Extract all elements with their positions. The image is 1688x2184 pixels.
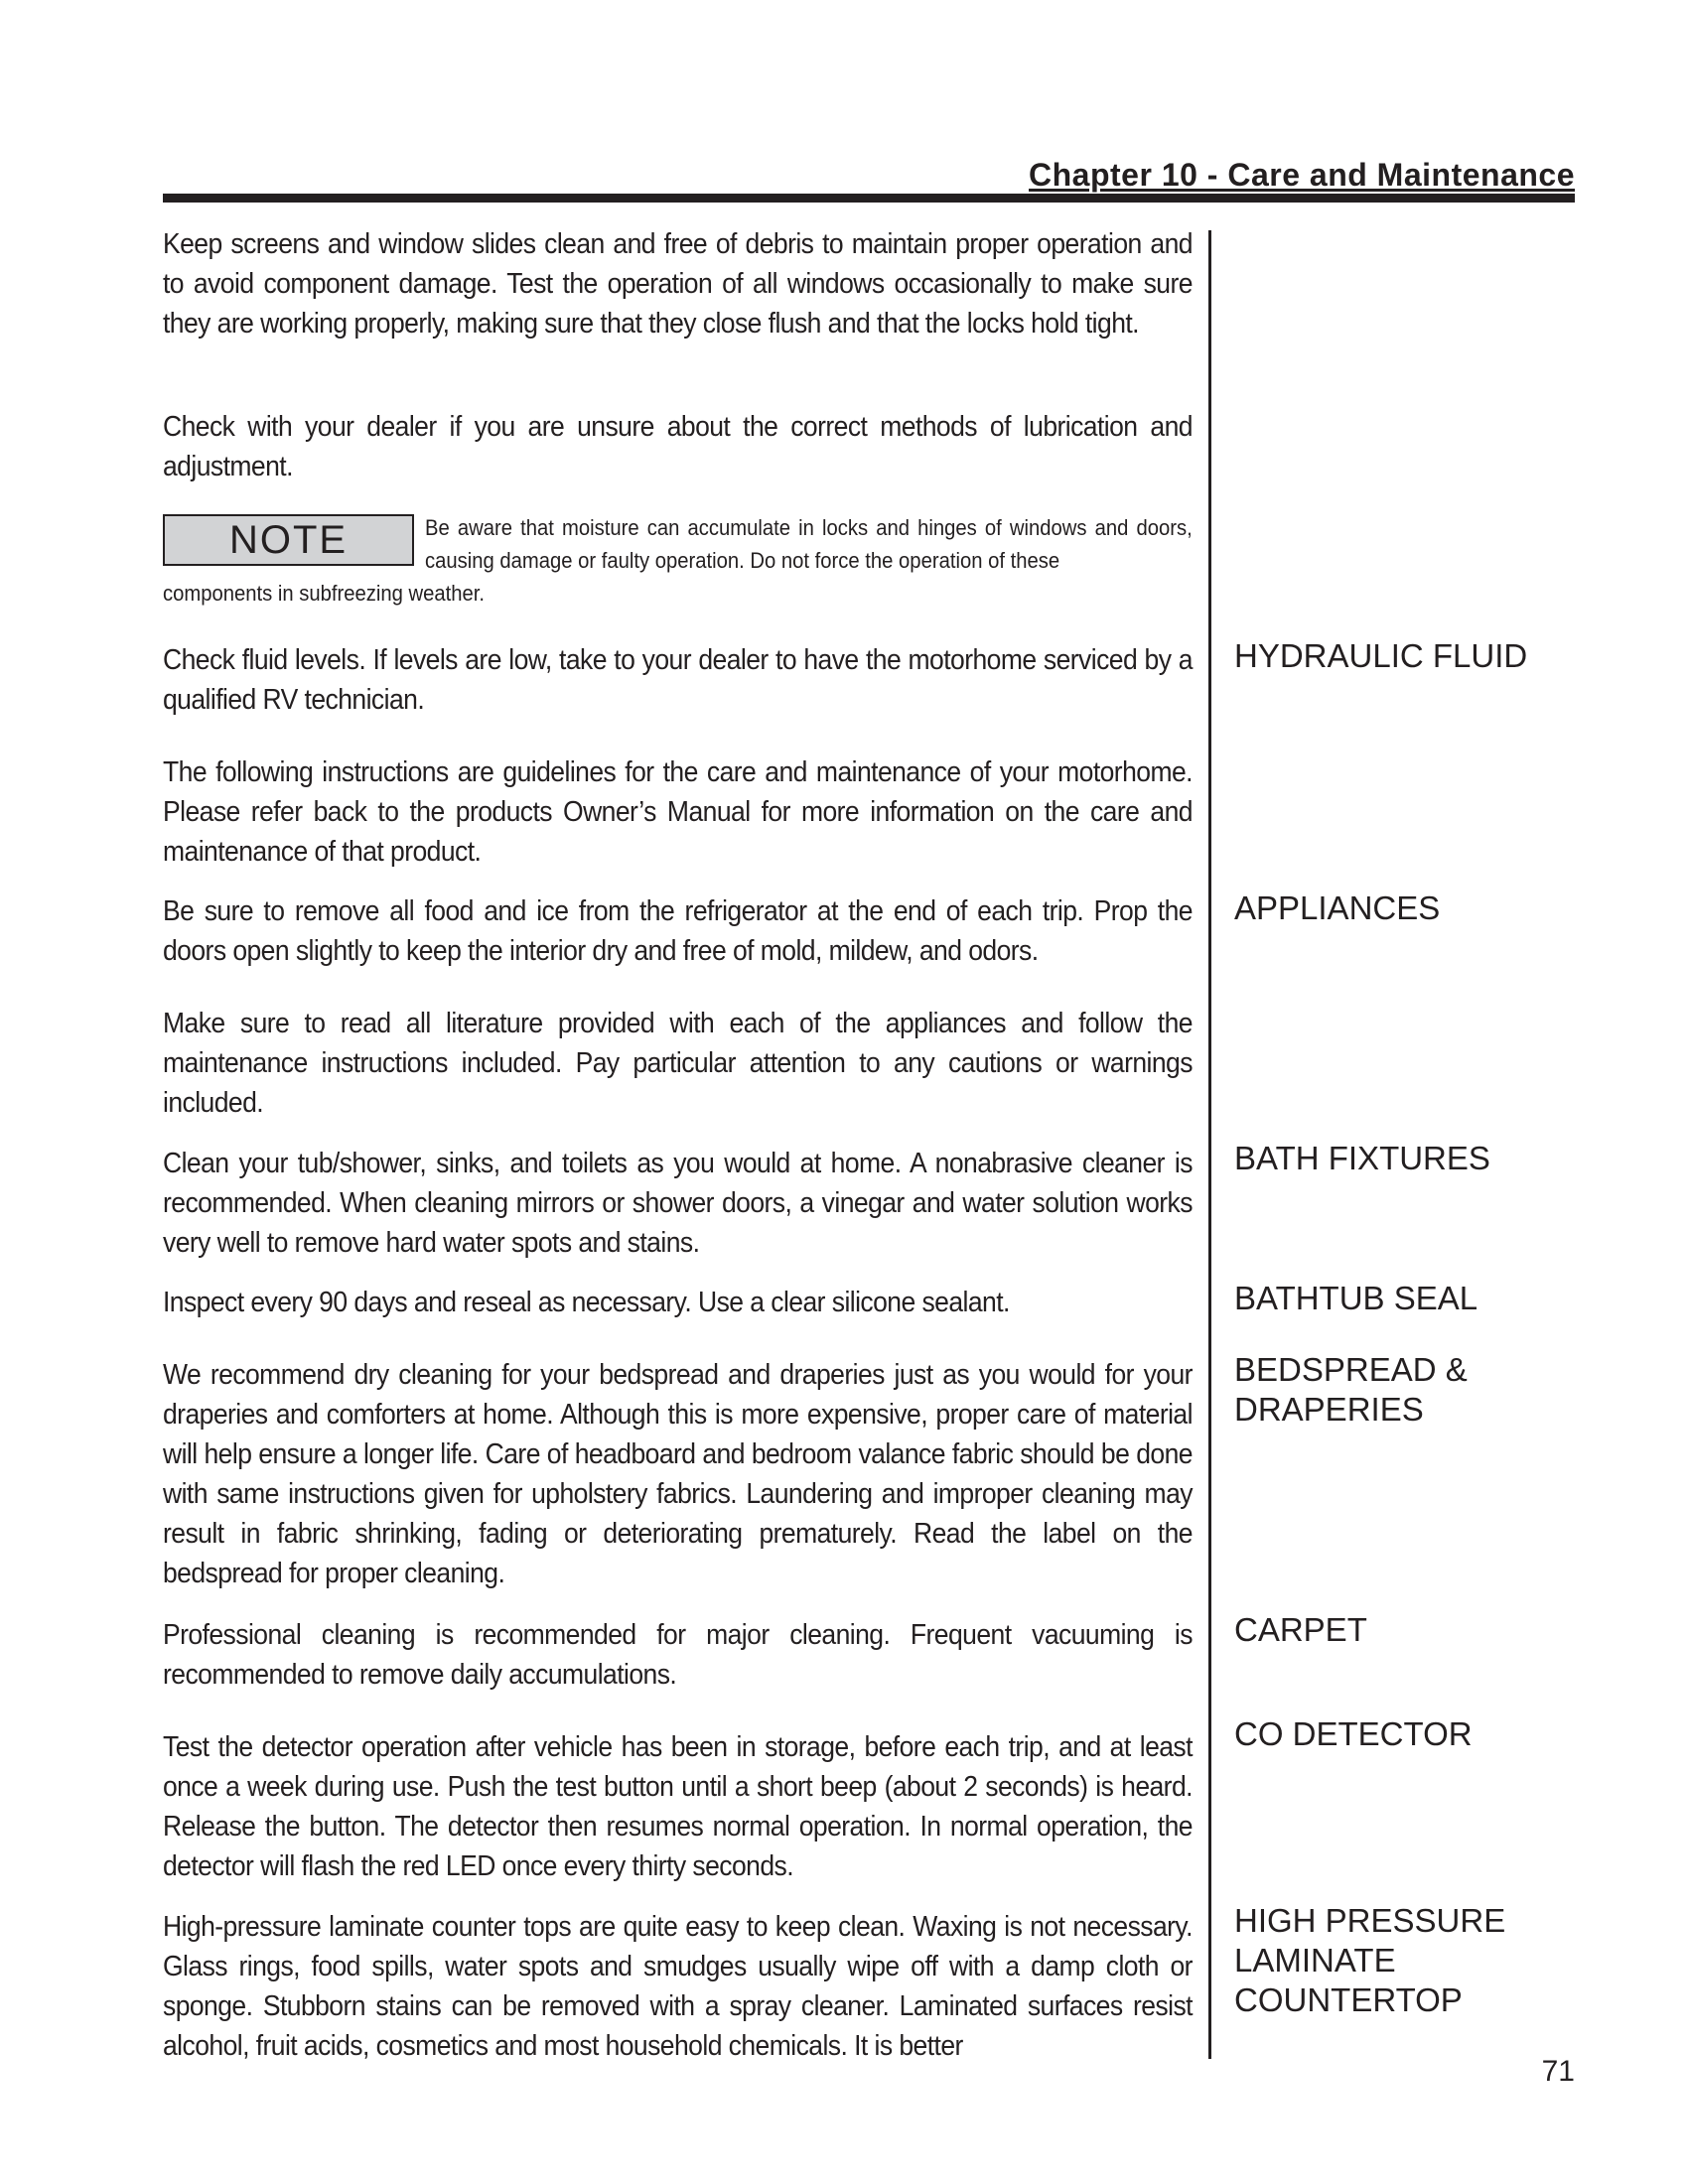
column-divider [1208, 230, 1211, 2059]
side-label-bathtub-seal: BATHTUB SEAL [1234, 1280, 1478, 1316]
side-label-countertop: HIGH PRESSURE LAMINATE COUNTERTOP [1234, 1902, 1506, 2018]
paragraph-guidelines: The following instructions are guidelines for the care and maintenance of your motorhome. Please refer back to the products Owner’s Manual for more information on the care and maintenance of that product. [163, 756, 1193, 868]
note-badge: NOTE [163, 514, 414, 566]
note-text: Be aware that moisture can accumulate in locks and hinges of windows and doors, causing damage or faulty operation. Do not force the operation of these [425, 515, 1193, 573]
note-continuation: components in subfreezing weather. [163, 581, 486, 606]
side-label-carpet: CARPET [1234, 1611, 1367, 1648]
side-label-appliances: APPLIANCES [1234, 889, 1441, 926]
paragraph-hydraulic-fluid: Check fluid levels. If levels are low, take to your dealer to have the motorhome serviced by a qualified RV technician. [163, 644, 1193, 716]
paragraph-bathtub-seal: Inspect every 90 days and reseal as necessary. Use a clear silicone sealant. [163, 1287, 1010, 1318]
side-label-bath-fixtures: BATH FIXTURES [1234, 1140, 1490, 1176]
paragraph-countertop: High-pressure laminate counter tops are quite easy to keep clean. Waxing is not necessary. Glass rings, food spills, water spots and smudges usually wipe off with a damp cloth or sponge. Stubborn stains can be removed with a spray cleaner. Laminated surfaces resist alcohol, fruit acids, cosmetics and most household chemicals. It is better [163, 1911, 1193, 2062]
paragraph-co-detector: Test the detector operation after vehicle has been in storage, before each trip, and at least once a week during use. Push the test button until a short beep (about 2 seconds) is heard. Release the button. The detector then resumes normal operation. In normal operation, the detector will flash the red LED once every thirty seconds. [163, 1731, 1193, 1882]
paragraph-windows: Keep screens and window slides clean and free of debris to maintain proper operation and to avoid component damage. Test the operation of all windows occasionally to make sure they are working properly, making sure that they close flush and that the locks hold tight. [163, 228, 1193, 340]
header-rule [163, 194, 1575, 203]
page-number: 71 [1541, 2055, 1575, 2088]
side-label-bedspread: BEDSPREAD & DRAPERIES [1234, 1351, 1468, 1428]
paragraph-bedspread: We recommend dry cleaning for your bedspread and draperies just as you would for your draperies and comforters at home. Although this is more expensive, proper care of material will help ensure a longer life. Care of headboard and bedroom valance fabric should be done with same instructions given for upholstery fabrics. Laundering and improper cleaning may result in fabric shrinking, fading or deteriorating prematurely. Read the label on the bedspread for proper cleaning. [163, 1359, 1193, 1589]
paragraph-carpet: Professional cleaning is recommended for major cleaning. Frequent vacuuming is recommended to remove daily accumulations. [163, 1619, 1193, 1691]
side-label-hydraulic-fluid: HYDRAULIC FLUID [1234, 637, 1528, 674]
chapter-title: Chapter 10 - Care and Maintenance [1029, 157, 1575, 193]
side-label-co-detector: CO DETECTOR [1234, 1715, 1473, 1752]
paragraph-appliances: Be sure to remove all food and ice from the refrigerator at the end of each trip. Prop the doors open slightly to keep the interior dry and free of mold, mildew, and odors. [163, 895, 1193, 967]
paragraph-lubrication: Check with your dealer if you are unsure about the correct methods of lubrication and adjustment. [163, 411, 1193, 482]
paragraph-literature: Make sure to read all literature provided with each of the appliances and follow the maintenance instructions included. Pay particular attention to any cautions or warnings included. [163, 1008, 1193, 1119]
paragraph-bath-fixtures: Clean your tub/shower, sinks, and toilets as you would at home. A nonabrasive cleaner is recommended. When cleaning mirrors or shower doors, a vinegar and water solution works very well to remove hard water spots and stains. [163, 1148, 1193, 1259]
